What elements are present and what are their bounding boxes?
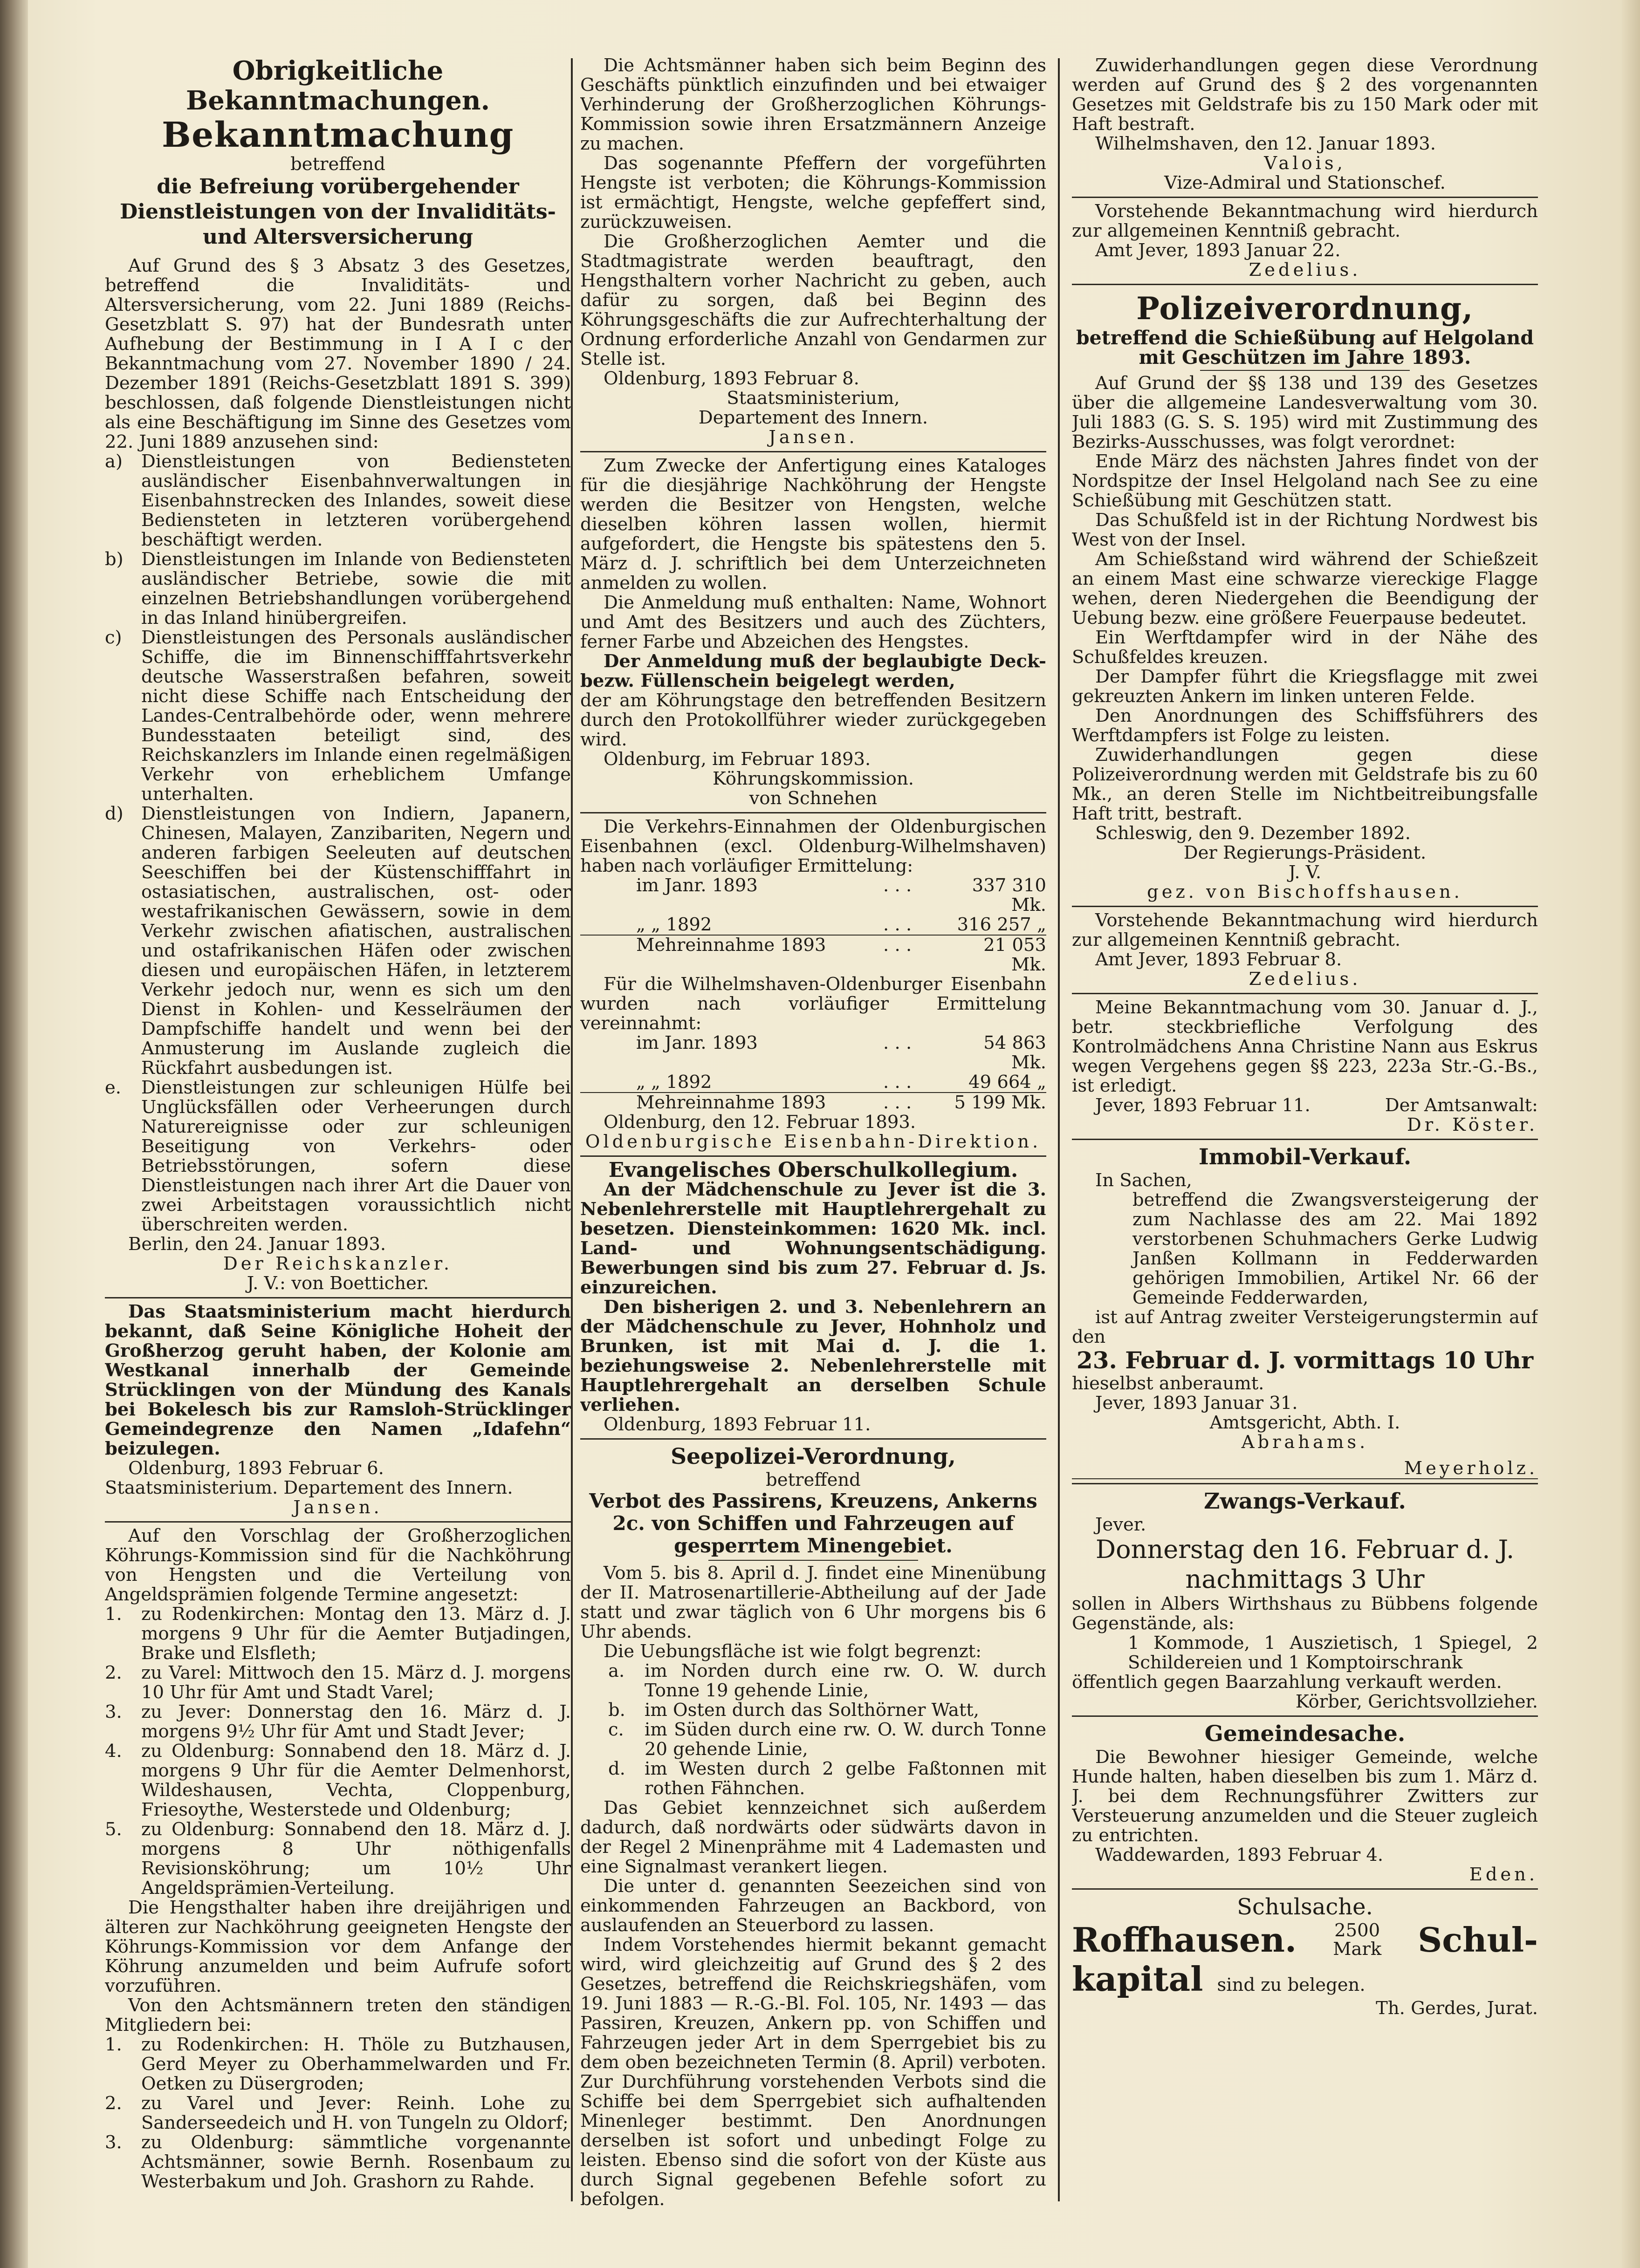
notice-body: Vorstehende Bekanntmachung wird hierdurch zur allgemeinen Kenntniß gebracht. (1072, 201, 1538, 241)
item-list (580, 1661, 1046, 1798)
list-item (105, 1820, 571, 1898)
figure-dots: . . . (883, 1032, 912, 1053)
signature: Zedelius. (1249, 260, 1361, 280)
notice-body: ist auf Antrag zweiter Versteigerungstermin auf den (1072, 1307, 1538, 1347)
notice-title: Bekanntmachung (162, 115, 514, 155)
item-text: zu Oldenburg: Sonnabend den 18. März d. J. morgens 8 Uhr nöthigenfalls Revisionsköhrung; um 10½ Uhr Angeldsprämien-Verteilung. (141, 1819, 571, 1899)
divider (1072, 1483, 1538, 1484)
figure-dots: . . . (883, 914, 912, 935)
notice-body: Das Staatsministerium macht hierdurch bekannt, daß Seine Königliche Hoheit der Großherzog geruht haben, der Kolonie am Westkanal innerhalb der Gemeinde Strücklingen von der Mündung des Kanals bei Bokelesch bis zur Ramsloh-Strücklinger Gemeindegrenze den Namen „Idafehn“ beizulegen. (105, 1301, 571, 1459)
notice-body: Am Schießstand wird während der Schießzeit an einem Mast eine schwarze viereckige Flagge wehen, deren Niedergehen die Beendigung der Uebung bezw. eine größere Feuerpause bedeutet. (1072, 549, 1538, 628)
signature: J. V.: von Boetticher. (247, 1273, 429, 1294)
figure-dots: . . . (883, 1072, 912, 1093)
item-text: Dienstleistungen des Personals ausländischer Schiffe, die im Binnenschifffahrtsverkehr deutsche Wasserstraßen befahren, soweit nicht diese Schiffe nach Entscheidung der Landes-Centralbehörde oder, wenn mehrere Bundesstaaten beteiligt sind, des Reichskanzlers im Inlande einen regelmäßigen Verkehr von erheblichem Umfange unterhalten. (141, 627, 571, 805)
signature: Der Reichskanzler. (223, 1253, 453, 1274)
item-text: zu Oldenburg: Sonnabend den 18. März d. J. morgens 9 Uhr für die Aemter Delmenhorst, Wildeshausen, Vechta, Cloppenburg, Friesoythe, Westerstede und Oldenburg; (141, 1741, 571, 1820)
ad-headline (1072, 1920, 1538, 1960)
short-divider (708, 1560, 918, 1561)
item-number: a. (608, 1660, 625, 1681)
auction-time: nachmittags 3 Uhr (1185, 1564, 1425, 1594)
authority: Amtsgericht, Abth. I. (1209, 1412, 1400, 1433)
figures-row (580, 935, 1046, 975)
item-number: c) (105, 627, 122, 648)
section-title: Zwangs-Verkauf. (1204, 1489, 1406, 1514)
divider (580, 1155, 1046, 1157)
authority: Der Amtsanwalt: (1385, 1095, 1538, 1116)
signature-row (1072, 1096, 1538, 1115)
notice-body: Vorstehende Bekanntmachung wird hierdurch zur allgemeinen Kenntniß gebracht. (1072, 910, 1538, 950)
figure-dots: . . . (883, 935, 912, 956)
signature: Jansen. (769, 427, 858, 448)
signature: Jansen. (293, 1497, 383, 1518)
item-number: 3. (105, 2132, 122, 2153)
place-date: Wilhelmshaven, den 12. Januar 1893. (1095, 133, 1436, 154)
list-item (105, 1605, 571, 1663)
item-number: 3. (105, 1701, 122, 1722)
place-date: Oldenburg, im Februar 1893. (604, 749, 871, 770)
notice-subject: Verbot des Passirens, Kreuzens, Ankerns 2c. von Schiffen und Fahrzeugen auf gesperrtem Minengebiet. (589, 1489, 1037, 1557)
notice-body: Meine Bekanntmachung vom 30. Januar d. J., betr. steckbriefliche Verfolgung des Kontrolmädchens Anna Christine Nann aus Eskrus wegen Vergehens gegen §§ 223, 223a Str.-G.-Bs., ist erledigt. (1072, 997, 1538, 1096)
divider (105, 1521, 571, 1523)
ad-unit: Mark (1333, 1939, 1382, 1960)
notice-body: Indem Vorstehendes hiermit bekannt gemacht wird, wird gleichzeitig auf Grund des § 2 des Gesetzes, betreffend die Reichskriegshäfen, vom 19. Juni 1883 — R.-G.-Bl. Fol. 105, Nr. 1493 — das Passiren, Kreuzen, Ankern pp. von Schiffen und Fahrzeugen jeder Art in dem Sperrgebiet bis zu dem oben bezeichneten Termin (8. April) verboten. Zur Durchführung vorstehenden Verbots sind die Schiffe bei dem Sperrgebiet sich aufhaltenden Minenleger bestimmt. Den Anordnungen derselben ist sofort und unbedingt Folge zu leisten. Ebenso sind die sofort von der Küste aus durch Signal gegebenen Befehle sofort zu befolgen. (580, 1934, 1046, 2210)
figure-value: 21 053 Mk. (983, 935, 1046, 975)
page-edge (1621, 0, 1640, 2268)
figure-value: 337 310 Mk. (972, 875, 1046, 915)
notice-body: Ein Werftdampfer wird in der Nähe des Schußfeldes kreuzen. (1072, 627, 1538, 668)
item-text: zu Oldenburg: sämmtliche vorgenannte Achtsmänner, sowie Bernh. Rosenbaum zu Westerbakum und Joh. Grashorn zu Rahde. (141, 2132, 571, 2192)
place-date: Waddewarden, 1893 Februar 4. (1095, 1844, 1384, 1865)
column-2 (580, 56, 1046, 2246)
place-date: Jever, 1893 Februar 11. (1095, 1095, 1311, 1116)
notice-body: Die Großherzoglichen Aemter und die Stadtmagistrate werden beauftragt, den Hengsthaltern vorher Nachricht zu geben, auch dafür zu sorgen, daß bei Beginn des Köhrungsgeschäfts die zur Aufrechterhaltung der Ordnung erforderliche Anzahl von Gendarmen zur Stelle ist. (580, 231, 1046, 369)
item-text: zu Varel: Mittwoch den 15. März d. J. morgens 10 Uhr für Amt und Stadt Varel; (141, 1662, 571, 1703)
notice-body: hieselbst anberaumt. (1072, 1373, 1264, 1394)
notice-body: Die Anmeldung muß enthalten: Name, Wohnort und Amt des Besitzers und auch des Züchters, ferner Farbe und Abzeichen des Hengstes. (580, 592, 1046, 652)
list-item (608, 1661, 1046, 1701)
list-item (608, 1701, 1046, 1720)
item-list (105, 1605, 571, 1898)
place-date: Oldenburg, 1893 Februar 8. (604, 368, 859, 389)
figure-value: 5 199 Mk. (954, 1092, 1046, 1113)
list-item (608, 1720, 1046, 1759)
figure-dots: . . . (883, 875, 912, 896)
figure-label: im Janr. 1893 (636, 875, 758, 896)
divider (1072, 906, 1538, 907)
place-date: Berlin, den 24. Januar 1893. (128, 1234, 386, 1255)
notice-body: Die Bewohner hiesiger Gemeinde, welche Hunde halten, haben dieselben bis zum 1. März d. J. bei dem Rechnungsführer Zwitters zur Versteuerung anzumelden und die Steuer zugleich zu entrichten. (1072, 1747, 1538, 1846)
item-text: im Westen durch 2 gelbe Faßtonnen mit rothen Fähnchen. (645, 1758, 1046, 1799)
list-item (105, 550, 571, 628)
figure-label: „ „ 1892 (636, 914, 712, 935)
divider (1072, 284, 1538, 285)
figure-dots: . . . (883, 1092, 912, 1113)
item-number: d. (608, 1758, 625, 1779)
notice-body: Die Uebungsfläche ist wie folgt begrenzt: (604, 1641, 982, 1662)
notice-body: betreffend die Zwangsversteigerung der zum Nachlasse des am 22. Mai 1892 verstorbenen Schuhmachers Gerke Ludwig Janßen Kollmann in Fedderwarden gehörigen Immobilien, Artikel Nr. 66 der Gemeinde Fedderwarden, (1132, 1189, 1538, 1308)
item-text: Dienstleistungen zur schleunigen Hülfe bei Unglücksfällen oder Verheerungen durch Naturereignisse oder zur schleunigen Beseitigung von Verkehrs- oder Betriebsstörungen, sofern diese Dienstleistungen nach ihrer Art die Dauer von zwei Arbeitstagen voraussichtlich nicht überschreiten werden. (141, 1077, 571, 1235)
list-item (105, 1078, 571, 1235)
signature: Dr. Köster. (1407, 1114, 1538, 1135)
item-text: im Osten durch das Solthörner Watt, (645, 1700, 980, 1721)
signature: Valois, (1264, 153, 1346, 174)
figure-value: 54 863 Mk. (983, 1032, 1046, 1073)
item-number: b. (608, 1700, 625, 1721)
item-number: 2. (105, 1662, 122, 1683)
item-number: d) (105, 803, 124, 824)
notice-body: Das sogenannte Pfeffern der vorgeführten Hengste ist verboten; die Köhrungs-Kommission ist ermächtigt, Hengste, welche gepfeffert sind, zurückzuweisen. (580, 153, 1046, 232)
notice-subject: die Befreiung vorübergehender (157, 175, 519, 198)
divider (1072, 993, 1538, 994)
notice-body: Für die Wilhelmshaven-Oldenburger Eisenbahn wurden nach vorläufiger Ermittelung vereinnahmt: (580, 974, 1046, 1034)
figure-value: 316 257 „ (957, 914, 1046, 935)
place-date: Schleswig, den 9. Dezember 1892. (1095, 823, 1411, 844)
signature: J. V. (1288, 862, 1322, 883)
divider (105, 1297, 571, 1298)
item-number: a) (105, 451, 123, 472)
list-item (105, 2133, 571, 2192)
notice-body: sollen in Albers Wirthshaus zu Bübbens folgende Gegenstände, als: (1072, 1593, 1538, 1634)
list-item (105, 804, 571, 1078)
figures-row (580, 1092, 1046, 1113)
auction-date: 23. Februar d. J. vormittags 10 Uhr (1076, 1346, 1534, 1374)
signature: Oldenburgische Eisenbahn-Direktion. (585, 1131, 1042, 1152)
signature: Th. Gerdes, Jurat. (1376, 1998, 1538, 2019)
place-date: Oldenburg, 1893 Februar 11. (604, 1414, 871, 1435)
figures-row (580, 876, 1046, 915)
goods-list: 1 Kommode, 1 Auszietisch, 1 Spiegel, 2 Schildereien und 1 Komptoirschrank (1128, 1633, 1538, 1673)
item-text: Dienstleistungen von Bediensteten ausländischer Eisenbahnverwaltungen in Eisenbahnstrecken des Inlandes, soweit diese Bediensteten in letzteren vorübergehend beschäftigt werden. (141, 451, 571, 550)
section-title: Immobil-Verkauf. (1198, 1144, 1412, 1170)
ad-word: kapital (1072, 1959, 1203, 1999)
notice-body: In Sachen, (1095, 1170, 1192, 1191)
notice-body: Vom 5. bis 8. April d. J. findet eine Minenübung der II. Matrosenartillerie-Abtheilung auf der Jade statt und zwar täglich von 6 Uhr morgens bis 6 Uhr abends. (580, 1563, 1046, 1642)
figures-row (580, 915, 1046, 935)
ad-place: Roffhausen. (1072, 1920, 1297, 1960)
place-date: Oldenburg, 1893 Februar 6. (128, 1458, 384, 1479)
figures-row (580, 1033, 1046, 1073)
notice-body: Auf den Vorschlag der Großherzoglichen Köhrungs-Kommission sind für die Nachköhrung von Hengsten und die Verteilung von Angeldsprämien folgende Termine angesetzt: (105, 1525, 571, 1605)
notice-body: Zum Zwecke der Anfertigung eines Kataloges für die diesjährige Nachköhrung der Hengste werden die Besitzer von Hengsten, welche dieselben köhren lassen wollen, hiermit aufgefordert, die Hengste bis spätestens den 5. März d. J. schriftlich bei dem Unterzeichneten anmelden zu wollen. (580, 455, 1046, 594)
list-item (105, 2094, 571, 2133)
item-text: Dienstleistungen von Indiern, Japanern, Chinesen, Malayen, Zanzibariten, Negern und anderen farbigen Seeleuten auf deutschen Seeschiffen bei der Küstenschifffahrt in ostasiatischen, australischen, ost- oder westafrikanischen Gewässern, sowie in dem Verkehr zwischen afiatischen, australischen und ostafrikanischen Häfen oder zwischen diesen und europäischen Häfen, in letzterem Verkehr jedoch nur, wenn es sich um den Dienst in Kohlen- und Kesselräumen der Dampfschiffe handelt und wenn bei der Anmusterung im Auslande zugleich die Rückfahrt ausbedungen ist. (141, 803, 571, 1079)
item-text: zu Varel und Jever: Reinh. Lohe zu Sanderseedeich und H. von Tungeln zu Oldorf; (141, 2093, 571, 2133)
notice-sub: betreffend (766, 1469, 861, 1490)
item-text: Dienstleistungen im Inlande von Bediensteten ausländischer Betriebe, sowie die mit einzelnen Betriebshandlungen vorübergehend in das Inland hinübergreifen. (141, 549, 571, 628)
item-list (105, 452, 571, 1235)
item-text: zu Jever: Donnerstag den 16. März d. J. morgens 9½ Uhr für Amt und Stadt Jever; (141, 1701, 571, 1742)
figure-label: Mehreinnahme 1893 (636, 935, 826, 956)
short-divider (1200, 370, 1410, 371)
item-number: 1. (105, 2034, 122, 2055)
notice-subject: betreffend die Schießübung auf Helgoland mit Geschützen im Jahre 1893. (1076, 327, 1534, 369)
signature: Zedelius. (1249, 969, 1361, 990)
figures-table (580, 876, 1046, 975)
signature: gez. von Bischoffshausen. (1147, 881, 1463, 902)
place-date: Jever, 1893 Januar 31. (1095, 1393, 1298, 1414)
column-rule-2 (1058, 58, 1060, 2201)
item-number: 1. (105, 1604, 122, 1625)
column-3 (1072, 56, 1538, 2246)
authority: Der Regierungs-Präsident. (1183, 842, 1427, 863)
column-1 (105, 56, 571, 2246)
place-date: Amt Jever, 1893 Februar 8. (1095, 949, 1342, 970)
item-number: 4. (105, 1741, 122, 1762)
notice-body: Von den Achtsmännern treten den ständigen Mitgliedern bei: (105, 1995, 571, 2036)
ad-amount: 2500 (1334, 1920, 1380, 1941)
figure-label: Mehreinnahme 1893 (636, 1092, 826, 1113)
list-item (105, 452, 571, 550)
notice-body: Die Achtsmänner haben sich beim Beginn des Geschäfts pünktlich einzufinden und bei etwaiger Verhinderung der Großherzoglichen Köhrungs-Kommission sowie ihren Ersatzmännern Anzeige zu machen. (580, 56, 1046, 154)
section-title: Gemeindesache. (1204, 1721, 1406, 1747)
notice-body: der am Köhrungstage den betreffenden Besitzern durch den Protokollführer wieder zurückgegeben wird. (580, 690, 1046, 750)
figures-table (580, 1033, 1046, 1113)
authority: Staatsministerium. Departement des Innern. (105, 1477, 513, 1498)
section-title: Evangelisches Oberschulkollegium. (608, 1158, 1018, 1182)
ad-text: sind zu belegen. (1217, 1974, 1366, 1995)
section-header: Obrigkeitliche Bekanntmachungen. (185, 56, 490, 116)
item-text: zu Rodenkirchen: H. Thöle zu Butzhausen, Gerd Meyer zu Oberhammelwarden und Fr. Oetken zu Düsergroden; (141, 2034, 571, 2094)
column-rule-1 (571, 58, 573, 2201)
notice-body: Das Gebiet kennzeichnet sich außerdem dadurch, daß nordwärts oder südwärts davon in der Regel 2 Minenprähme mit 4 Lademasten und eine Signalmast verankert liegen. (580, 1797, 1046, 1877)
signature: Abrahams. (1241, 1432, 1369, 1453)
notice-body: Ende März des nächsten Jahres findet von der Nordspitze der Insel Helgoland nach See zu eine Schießübung mit Geschützen statt. (1072, 451, 1538, 511)
list-item (105, 1702, 571, 1742)
notice-sub: betreffend (290, 154, 385, 175)
divider (580, 1438, 1046, 1440)
notice-body: Das Schußfeld ist in der Richtung Nordwest bis West von der Insel. (1072, 510, 1538, 550)
notice-subject: Dienstleistungen von der Invaliditäts- und Altersversicherung (120, 200, 556, 249)
divider (1072, 1715, 1538, 1717)
notice-body: Die Verkehrs-Einnahmen der Oldenburgischen Eisenbahnen (excl. Oldenburg-Wilhelmshaven) haben nach vorläufiger Ermittelung: (580, 816, 1046, 876)
figure-value: 49 664 „ (968, 1072, 1046, 1093)
notice-body: An der Mädchenschule zu Jever ist die 3. Nebenlehrerstelle mit Hauptlehrergehalt zu besetzen. Diensteinkommen: 1620 Mk. incl. Land- und Wohnungsentschädigung. Bewerbungen sind bis zum 27. Februar d. Js. einzureichen. (580, 1179, 1046, 1298)
signature: Meyerholz. (1072, 1459, 1538, 1479)
figure-label: „ „ 1892 (636, 1072, 712, 1093)
authority: Staatsministerium, (727, 388, 900, 409)
place-date: Amt Jever, 1893 Januar 22. (1095, 240, 1341, 261)
item-number: b) (105, 549, 124, 570)
divider (1072, 1888, 1538, 1890)
item-list (105, 2035, 571, 2192)
notice-body: Der Dampfer führt die Kriegsflagge mit zwei gekreuzten Ankern im linken unteren Felde. (1072, 666, 1538, 707)
notice-body: Auf Grund des § 3 Absatz 3 des Gesetzes, betreffend die Invaliditäts- und Altersversicherung, vom 22. Juni 1889 (Reichs-Gesetzblatt S. 97) hat der Bundesrath unter Aufhebung der Bestimmung in I A I c der Bekanntmachung vom 27. November 1890 / 24. Dezember 1891 (Reichs-Gesetzblatt 1891 S. 399) beschlossen, daß folgende Dienstleistungen nicht als eine Beschäftigung im Sinne des Gesetzes vom 22. Juni 1889 anzusehen sind: (105, 255, 571, 452)
place-date: Oldenburg, den 12. Februar 1893. (604, 1112, 916, 1133)
divider (1072, 1139, 1538, 1140)
notice-body: Die Hengsthalter haben ihre dreijährigen und älteren zur Nachköhrung geeigneten Hengste der Köhrungs-Kommission vor dem Anfange der Köhrung anzumelden und beim Aufrufe sofort vorzuführen. (105, 1897, 571, 1996)
list-item (105, 1663, 571, 1702)
item-number: e. (105, 1077, 122, 1098)
list-item (105, 1742, 571, 1820)
list-item (608, 1759, 1046, 1798)
section-title: Seepolizei-Verordnung, (671, 1444, 956, 1469)
notice-body: Auf Grund der §§ 138 und 139 des Gesetzes über die allgemeine Landesverwaltung vom 30. Juli 1883 (G. S. S. 195) wird mit Zustimmung des Bezirks-Ausschusses, was folgt verordnet: (1072, 373, 1538, 452)
auction-date: Donnerstag den 16. Februar d. J. (1095, 1535, 1515, 1564)
list-item (105, 628, 571, 804)
item-text: im Süden durch eine rw. O. W. durch Tonne 20 gehende Linie, (645, 1719, 1046, 1760)
notice-body: Zuwiderhandlungen gegen diese Polizeiverordnung werden mit Geldstrafe bis zu 60 Mk., an deren Stelle im Nichtbeitreibungsfalle Haft tritt, bestraft. (1072, 745, 1538, 824)
notice-body-bold: Der Anmeldung muß der beglaubigte Deck- bezw. Füllenschein beigelegt werden, (580, 651, 1046, 691)
authority: Departement des Innern. (698, 407, 928, 428)
notice-body: Den Anordnungen des Schiffsführers des Werftdampfers ist Folge zu leisten. (1072, 705, 1538, 746)
divider (580, 451, 1046, 452)
location: Jever. (1095, 1514, 1146, 1535)
notice-body: öffentlich gegen Baarzahlung verkauft werden. (1072, 1672, 1502, 1693)
item-number: 2. (105, 2093, 122, 2114)
signature: Körber, Gerichtsvollzieher. (1295, 1691, 1538, 1712)
ad-line (1072, 1960, 1538, 1999)
signature-row (1072, 1845, 1538, 1865)
section-title: Polizeiverordnung, (1136, 290, 1474, 327)
list-item (105, 2035, 571, 2094)
figure-label: im Janr. 1893 (636, 1032, 758, 1053)
item-text: im Norden durch eine rw. O. W. durch Tonne 19 gehende Linie, (645, 1660, 1046, 1701)
ad-amount-block (1333, 1921, 1381, 1959)
notice-body: Die unter d. genannten Seezeichen sind von einkommenden Fahrzeugen an Backbord, von auslaufenden an Steuerbord zu lassen. (580, 1876, 1046, 1936)
figures-row (580, 1073, 1046, 1092)
item-text: zu Rodenkirchen: Montag den 13. März d. J. morgens 9 Uhr für die Aemter Butjadingen, Brake und Elsfleth; (141, 1604, 571, 1664)
authority: Köhrungskommission. (713, 768, 914, 789)
signature: von Schnehen (749, 788, 878, 809)
divider (1072, 197, 1538, 198)
divider (580, 812, 1046, 813)
item-number: c. (608, 1719, 624, 1740)
signature: Vize-Admiral und Stationschef. (1164, 172, 1446, 193)
section-title: Schulsache. (1237, 1894, 1373, 1920)
ad-word: Schul- (1418, 1920, 1538, 1960)
notice-body: Zuwiderhandlungen gegen diese Verordnung werden auf Grund des § 2 des vorgenannten Gesetzes mit Geldstrafe bis zu 150 Mark oder mit Haft bestraft. (1072, 56, 1538, 135)
item-number: 5. (105, 1819, 122, 1840)
notice-body: Den bisherigen 2. und 3. Nebenlehrern an der Mädchenschule zu Jever, Hohnholz und Brunken, ist mit Mai d. J. die 1. beziehungsweise 2. Nebenlehrerstelle mit Hauptlehrergehalt an derselben Schule verliehen. (580, 1297, 1046, 1415)
signature: Eden. (1469, 1864, 1538, 1885)
book-spine-shadow (0, 0, 28, 2268)
